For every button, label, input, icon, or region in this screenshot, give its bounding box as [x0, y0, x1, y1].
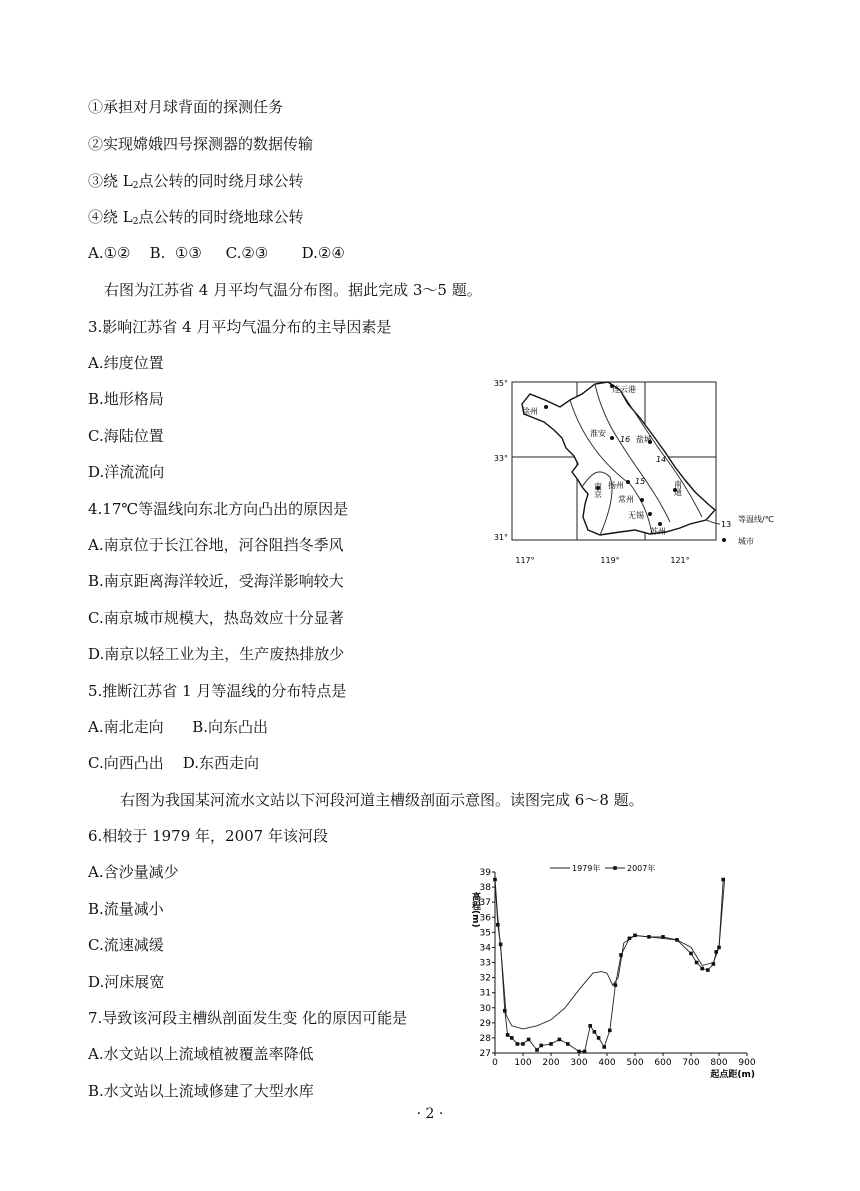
y-tick-label: 36	[479, 913, 491, 924]
x-tick-label: 800	[710, 1058, 728, 1068]
city-label: 连云港	[612, 385, 636, 394]
legend-label-1979: 1979年	[572, 864, 601, 873]
river-profile-chart	[465, 855, 765, 1085]
data-point	[516, 1042, 520, 1046]
intro-q3-5: 右图为江苏省 4 月平均气温分布图。据此完成 3～5 题。	[104, 281, 482, 299]
data-point	[597, 1036, 601, 1040]
y-tick-label: 34	[479, 943, 491, 954]
data-point	[712, 962, 716, 966]
q2-choices: A.①② B. ①③ C.②③ D.②④	[88, 244, 345, 262]
q6-choice-a: A.含沙量减少	[88, 863, 179, 881]
question-7: 7.导致该河段主槽纵剖面发生变 化的原因可能是	[88, 1009, 408, 1027]
y-tick-label: 39	[479, 868, 491, 878]
x-tick-label: 200	[542, 1058, 560, 1068]
data-point	[608, 1029, 612, 1033]
y-tick-label: 27	[479, 1049, 491, 1059]
data-point	[577, 1050, 581, 1054]
q7-choice-a: A.水文站以上流域植被覆盖率降低	[88, 1045, 314, 1063]
y-tick-label: 37	[479, 898, 491, 909]
intro-q6-8: 右图为我国某河流水文站以下河段河道主槽级剖面示意图。读图完成 6～8 题。	[120, 791, 644, 809]
x-tick-label: 100	[514, 1058, 532, 1068]
data-point	[593, 1030, 597, 1034]
option-4: ④绕 $L_2$点公转的同时绕地球公转	[88, 208, 304, 227]
city-label: 扬州	[608, 481, 624, 490]
data-point	[588, 1024, 592, 1028]
jiangsu-temperature-map	[470, 372, 780, 572]
data-point	[661, 935, 665, 939]
y-tick-label: 30	[479, 1003, 491, 1014]
q4-choice-a: A.南京位于长江谷地，河谷阻挡冬季风	[88, 536, 344, 554]
q6-choice-b: B.流量减小	[88, 900, 164, 918]
legend-marker-2007	[613, 866, 617, 870]
option-3: ③绕 $L_2$点公转的同时绕月球公转	[88, 172, 304, 191]
q6-choice-c: C.流速减缓	[88, 936, 164, 954]
lat-label: 35°	[493, 379, 508, 388]
question-3: 3.影响江苏省 4 月平均气温分布的主导因素是	[88, 318, 392, 336]
question-5: 5.推断江苏省 1 月等温线的分布特点是	[88, 682, 347, 700]
data-point	[496, 923, 500, 927]
x-tick-label: 900	[738, 1058, 756, 1068]
y-tick-label: 32	[479, 973, 491, 984]
data-point	[558, 1038, 562, 1042]
lat-label: 33°	[493, 454, 508, 463]
data-point	[633, 934, 637, 938]
data-point	[506, 1033, 510, 1037]
question-6: 6.相较于 1979 年，2007 年该河段	[88, 827, 328, 845]
q3-choice-b: B.地形格局	[88, 390, 164, 408]
q7-choice-b: B.水文站以上流域修建了大型水库	[88, 1082, 314, 1100]
y-tick-label: 31	[479, 988, 491, 999]
q5-choices-ab: A.南北走向 B.向东凸出	[88, 718, 269, 736]
q3-choice-a: A.纬度位置	[88, 354, 164, 372]
x-tick-label: 600	[654, 1058, 672, 1068]
x-tick-label: 700	[682, 1058, 700, 1068]
data-point	[521, 1042, 525, 1046]
data-point	[717, 946, 721, 950]
data-point	[628, 937, 632, 941]
data-point	[503, 1009, 507, 1013]
q6-choice-d: D.河床展宽	[88, 973, 165, 991]
province-outline	[522, 382, 715, 535]
y-tick-label: 38	[479, 883, 491, 894]
option-2: ②实现嫦娥四号探测器的数据传输	[88, 135, 314, 153]
x-tick-label: 300	[570, 1058, 588, 1068]
y-tick-label: 28	[479, 1033, 491, 1044]
city-label: 无锡	[628, 511, 644, 520]
isotherm-label: 14	[656, 455, 667, 464]
q4-choice-d: D.南京以轻工业为主，生产废热排放少	[88, 645, 345, 663]
data-point	[689, 952, 693, 956]
data-point	[675, 938, 679, 942]
q4-choice-b: B.南京距离海洋较近，受海洋影响较大	[88, 572, 344, 590]
data-point	[695, 961, 699, 965]
data-point	[493, 878, 497, 882]
isotherm-label: 16	[620, 435, 631, 444]
data-point	[602, 1045, 606, 1049]
city-label: 盐城	[636, 435, 652, 444]
question-4: 4.17℃等温线向东北方向凸出的原因是	[88, 500, 349, 518]
data-point	[510, 1036, 514, 1040]
legend-isotherm-text: 等温线/℃	[738, 515, 774, 524]
isotherm-label: 15	[635, 477, 646, 486]
data-point	[619, 953, 623, 957]
q4-choice-c: C.南京城市规模大，热岛效应十分显著	[88, 609, 344, 627]
q3-choice-c: C.海陆位置	[88, 427, 164, 445]
city-label: 常州	[618, 495, 634, 504]
lon-label: 119°	[600, 556, 620, 565]
lon-label: 121°	[670, 556, 690, 565]
data-point	[647, 935, 651, 939]
q5-choices-cd: C.向西凸出 D.东西走向	[88, 754, 260, 772]
x-tick-label: 500	[626, 1058, 644, 1068]
city-label: 苏州	[650, 527, 666, 536]
city-label: 南通	[673, 480, 683, 496]
data-point	[721, 878, 725, 882]
lat-label: 31°	[493, 533, 508, 542]
data-point	[614, 983, 618, 987]
page-number: · 2 ·	[416, 1106, 444, 1122]
data-point	[566, 1042, 570, 1046]
legend-label-2007: 2007年	[627, 864, 656, 873]
option-1: ①承担对月球背面的探测任务	[88, 98, 284, 116]
data-point	[583, 1050, 587, 1054]
city-label: 淮安	[590, 429, 606, 438]
y-tick-label: 33	[479, 958, 491, 969]
data-point	[549, 1042, 553, 1046]
data-point	[499, 943, 503, 947]
x-axis-label: 起点距(m)	[710, 1070, 755, 1080]
y-tick-label: 29	[479, 1018, 491, 1029]
city-label: 南京	[593, 482, 603, 498]
city-label: 徐州	[522, 407, 538, 416]
data-point	[706, 968, 710, 972]
q3-choice-d: D.洋流流向	[88, 463, 165, 481]
x-tick-label: 0	[492, 1058, 498, 1068]
data-point	[700, 967, 704, 971]
series-line-2	[495, 880, 723, 1052]
legend-city-text: 城市	[738, 537, 754, 546]
x-tick-label: 400	[598, 1058, 616, 1068]
legend-isotherm-value: 13	[721, 520, 732, 529]
data-point	[527, 1038, 531, 1042]
data-point	[535, 1048, 539, 1052]
lon-label: 117°	[515, 556, 535, 565]
data-point	[714, 950, 718, 954]
y-tick-label: 35	[479, 928, 491, 939]
y-axis-label: 高程(m)	[470, 892, 480, 928]
data-point	[539, 1044, 543, 1048]
